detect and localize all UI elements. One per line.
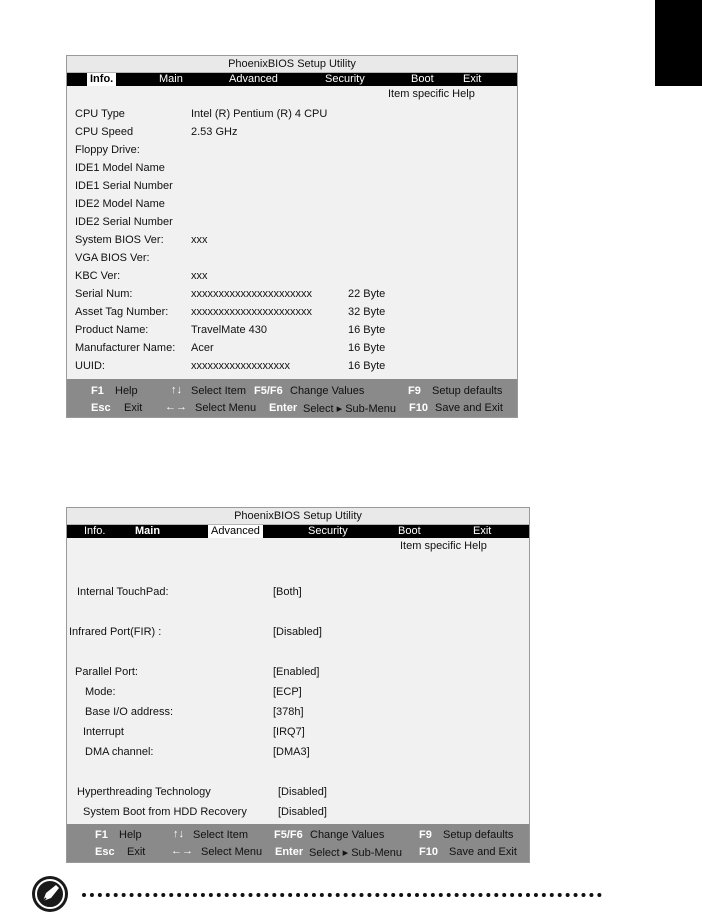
setting-value[interactable]: [IRQ7] [273, 726, 305, 738]
info-value: 2.53 GHz [191, 126, 238, 138]
key-leftright-desc: Select Menu [201, 846, 263, 858]
menu-bar [67, 525, 529, 538]
info-size: 16 Byte [348, 342, 386, 354]
key-f10: F10 [419, 846, 438, 858]
key-f10-desc: Save and Exit [449, 846, 517, 858]
setting-label: Hyperthreading Technology [77, 786, 211, 798]
bios-screen-advanced [66, 507, 530, 863]
key-enter: Enter [275, 846, 304, 858]
key-f1: F1 [95, 829, 108, 841]
key-enter: Enter [269, 402, 298, 414]
key-esc: Esc [91, 402, 111, 414]
setting-label: Parallel Port: [75, 666, 138, 678]
info-value: xxx [191, 270, 208, 282]
info-size: 16 Byte [348, 360, 386, 372]
menu-advanced[interactable]: Advanced [208, 525, 263, 538]
info-value: xxxxxxxxxxxxxxxxxxxxxx [191, 306, 312, 318]
arrows-leftright-icon: ←→ [165, 401, 187, 413]
info-value: TravelMate 430 [191, 324, 268, 336]
setting-label: Interrupt [83, 726, 124, 738]
info-size: 16 Byte [348, 324, 386, 336]
key-enter-desc: Select ▸ Sub-Menu [309, 847, 402, 859]
key-esc-desc: Exit [124, 402, 143, 414]
info-value: xxxxxxxxxxxxxxxxxx [191, 360, 290, 372]
key-legend [67, 824, 529, 862]
menu-boot[interactable]: Boot [411, 73, 434, 85]
key-f9: F9 [419, 829, 432, 841]
info-size: 22 Byte [348, 288, 386, 300]
key-esc-desc: Exit [127, 846, 146, 858]
arrows-updown-icon: ↑↓ [171, 384, 182, 396]
bios-screen-info [66, 55, 518, 418]
menu-main[interactable]: Main [159, 73, 183, 85]
key-legend [67, 379, 517, 417]
info-label: Floppy Drive: [75, 144, 140, 156]
info-label: Manufacturer Name: [75, 342, 176, 354]
key-f10: F10 [409, 402, 428, 414]
key-updown-desc: Select Item [191, 385, 247, 397]
arrows-updown-icon: ↑↓ [173, 828, 184, 840]
item-help-header: Item specific Help [400, 540, 487, 552]
key-enter-desc: Select ▸ Sub-Menu [303, 403, 396, 415]
setting-value[interactable]: [DMA3] [273, 746, 310, 758]
info-label: System BIOS Ver: [75, 234, 164, 246]
info-value: Intel (R) Pentium (R) 4 CPU [191, 108, 328, 120]
info-label: IDE2 Serial Number [75, 216, 173, 228]
menu-exit[interactable]: Exit [473, 525, 492, 537]
setting-value[interactable]: [Disabled] [273, 626, 322, 638]
setting-label: Infrared Port(FIR) : [69, 626, 162, 638]
info-label: Serial Num: [75, 288, 133, 300]
menu-info[interactable]: Info. [84, 525, 106, 537]
key-f9: F9 [408, 385, 421, 397]
key-f5f6-desc: Change Values [310, 829, 385, 841]
info-label: Product Name: [75, 324, 149, 336]
info-value: Acer [191, 342, 214, 354]
bios-title: PhoenixBIOS Setup Utility [67, 56, 517, 73]
item-help-header: Item specific Help [388, 88, 475, 100]
info-label: CPU Speed [75, 126, 134, 138]
setting-label: Mode: [85, 686, 116, 698]
info-label: IDE2 Model Name [75, 198, 165, 210]
menu-advanced[interactable]: Advanced [229, 73, 278, 85]
menu-info[interactable]: Info. [87, 73, 116, 86]
info-label: Asset Tag Number: [75, 306, 169, 318]
setting-value[interactable]: [Both] [273, 586, 302, 598]
menu-boot[interactable]: Boot [398, 525, 421, 537]
chapter-tab [655, 0, 702, 86]
setting-value[interactable]: [378h] [273, 706, 304, 718]
setting-value[interactable]: [ECP] [273, 686, 302, 698]
arrows-leftright-icon: ←→ [171, 845, 193, 857]
key-esc: Esc [95, 846, 115, 858]
info-size: 32 Byte [348, 306, 386, 318]
info-label: VGA BIOS Ver: [75, 252, 150, 264]
info-label: KBC Ver: [75, 270, 121, 282]
key-leftright-desc: Select Menu [195, 402, 257, 414]
info-label: UUID: [75, 360, 105, 372]
key-f1-desc: Help [119, 829, 142, 841]
key-f9-desc: Setup defaults [432, 385, 503, 397]
note-pen-icon [32, 876, 68, 912]
key-f5f6: F5/F6 [274, 829, 303, 841]
key-f9-desc: Setup defaults [443, 829, 514, 841]
menu-security[interactable]: Security [325, 73, 365, 85]
menu-security[interactable]: Security [308, 525, 348, 537]
key-f5f6: F5/F6 [254, 385, 283, 397]
setting-label: DMA channel: [85, 746, 154, 758]
info-label: IDE1 Serial Number [75, 180, 173, 192]
menu-exit[interactable]: Exit [463, 73, 482, 85]
setting-label: Internal TouchPad: [77, 586, 169, 598]
key-f1-desc: Help [115, 385, 138, 397]
setting-value[interactable]: [Enabled] [273, 666, 320, 678]
note-divider [82, 893, 602, 897]
bios-title: PhoenixBIOS Setup Utility [67, 508, 529, 525]
setting-label: Base I/O address: [85, 706, 174, 718]
menu-main[interactable]: Main [135, 525, 161, 537]
setting-label: System Boot from HDD Recovery [83, 806, 247, 818]
key-f10-desc: Save and Exit [435, 402, 503, 414]
setting-value[interactable]: [Disabled] [278, 806, 327, 818]
key-updown-desc: Select Item [193, 829, 249, 841]
setting-value[interactable]: [Disabled] [278, 786, 327, 798]
info-value: xxxxxxxxxxxxxxxxxxxxxx [191, 288, 312, 300]
info-label: IDE1 Model Name [75, 162, 165, 174]
key-f5f6-desc: Change Values [290, 385, 365, 397]
info-label: CPU Type [75, 108, 125, 120]
key-f1: F1 [91, 385, 104, 397]
menu-bar [67, 73, 517, 86]
info-value: xxx [191, 234, 208, 246]
